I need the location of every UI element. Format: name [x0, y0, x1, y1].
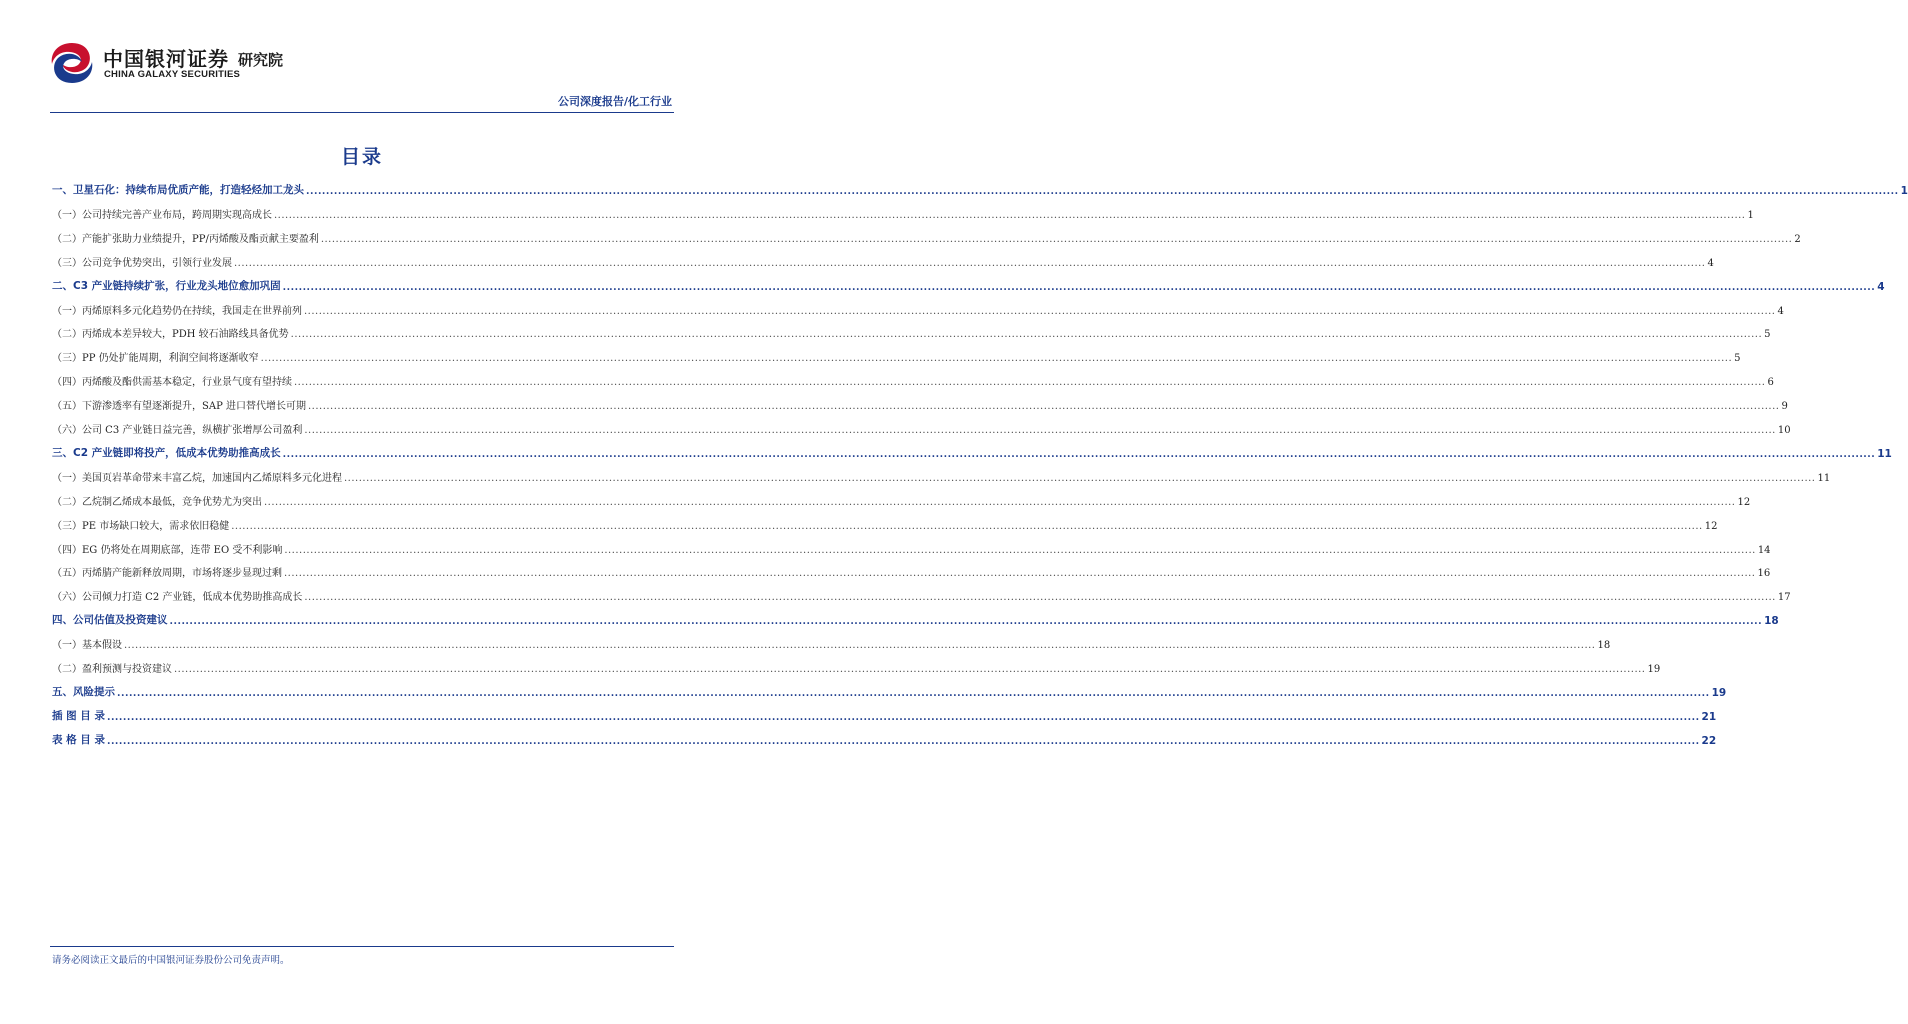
- toc-subsection-entry[interactable]: [52, 468, 1831, 484]
- toc-subsection-entry[interactable]: [52, 563, 1771, 580]
- toc-entry-title: （二）产能扩张助力业绩提升，PP/丙烯酸及酯贡献主要盈利: [52, 233, 319, 245]
- header-divider: [50, 112, 674, 113]
- toc-entry-title: （四）EG 仍将处在周期底部，连带 EO 受不利影响: [52, 544, 283, 556]
- company-logo: [48, 40, 308, 86]
- toc-subsection-entry[interactable]: [52, 540, 1771, 556]
- footer-divider: [50, 946, 674, 947]
- toc-subsection-entry[interactable]: [52, 324, 1771, 341]
- toc-entry-page: 19: [1711, 686, 1727, 699]
- toc-subsection-entry[interactable]: [52, 659, 1661, 675]
- toc-entry-title: 四、公司估值及投资建议: [52, 614, 168, 627]
- toc-entry-page: 14: [1757, 544, 1771, 556]
- toc-entry-title: 表 格 目 录: [52, 733, 105, 746]
- toc-entry-title: （六）公司倾力打造 C2 产业链，低成本优势助推高成长: [52, 592, 303, 604]
- toc-entry-page: 21: [1701, 710, 1717, 723]
- toc-entry-title: （六）公司 C3 产业链日益完善，纵横扩张增厚公司盈利: [52, 425, 303, 436]
- logo-english-name: CHINA GALAXY SECURITIES: [104, 69, 241, 80]
- toc-dot-leader: ................................................................................................................................................................................................................................................................................................................................................................................................................: [117, 687, 1710, 699]
- toc-dot-leader: ................................................................................................................................................................................................................................................................................................................................................................................................................: [231, 520, 1703, 532]
- toc-entry-title: 二、C3 产业链持续扩张，行业龙头地位愈加巩固: [52, 279, 281, 292]
- toc-entry-title: （五）下游渗透率有望逐渐提升，SAP 进口替代增长可期: [52, 401, 306, 413]
- toc-dot-leader: ................................................................................................................................................................................................................................................................................................................................................................................................................: [260, 353, 1733, 365]
- toc-entry-page: 22: [1701, 734, 1717, 747]
- toc-subsection-entry[interactable]: [52, 396, 1788, 413]
- toc-entry-title: （一）基本假设: [52, 640, 122, 652]
- toc-dot-leader: ................................................................................................................................................................................................................................................................................................................................................................................................................: [264, 496, 1736, 508]
- toc-dot-leader: ................................................................................................................................................................................................................................................................................................................................................................................................................: [284, 568, 1756, 580]
- toc-entry-title: （三）公司竞争优势突出，引领行业发展: [52, 257, 232, 269]
- toc-entry-page: 19: [1647, 664, 1661, 675]
- toc-entry-page: 5: [1764, 329, 1771, 341]
- toc-dot-leader: ................................................................................................................................................................................................................................................................................................................................................................................................................: [174, 664, 1646, 675]
- toc-entry-page: 11: [1877, 447, 1892, 460]
- disclaimer-text: 请务必阅读正文最后的中国银河证券股份公司免责声明。: [52, 955, 290, 966]
- toc-entry-page: 4: [1777, 305, 1784, 317]
- toc-subsection-entry[interactable]: [52, 229, 1801, 245]
- toc-dot-leader: ................................................................................................................................................................................................................................................................................................................................................................................................................: [106, 711, 1700, 723]
- toc-dot-leader: ................................................................................................................................................................................................................................................................................................................................................................................................................: [234, 257, 1706, 269]
- toc-entry-page: 4: [1707, 257, 1714, 269]
- toc-entry-page: 18: [1764, 615, 1779, 628]
- toc-subsection-entry[interactable]: [52, 635, 1611, 652]
- toc-entry-title: （三）PE 市场缺口较大，需求依旧稳健: [52, 520, 230, 532]
- toc-dot-leader: ................................................................................................................................................................................................................................................................................................................................................................................................................: [124, 640, 1596, 652]
- toc-entry-title: 三、C2 产业链即将投产，低成本优势助推高成长: [52, 446, 281, 459]
- toc-dot-leader: ................................................................................................................................................................................................................................................................................................................................................................................................................: [320, 233, 1793, 245]
- toc-section-entry[interactable]: [52, 683, 1727, 699]
- toc-subsection-entry[interactable]: [52, 348, 1741, 365]
- toc-entry-page: 12: [1704, 520, 1718, 532]
- toc-subsection-entry[interactable]: [52, 372, 1774, 389]
- toc-dot-leader: ................................................................................................................................................................................................................................................................................................................................................................................................................: [274, 209, 1746, 221]
- toc-entry-title: （二）乙烷制乙烯成本最低，竞争优势尤为突出: [52, 496, 262, 508]
- logo-chinese-name: 中国银河证券: [103, 47, 229, 71]
- institute-label: 研究院: [238, 51, 284, 69]
- toc-section-entry[interactable]: [52, 181, 1908, 197]
- toc-entry-page: 18: [1597, 640, 1611, 652]
- toc-dot-leader: ................................................................................................................................................................................................................................................................................................................................................................................................................: [307, 401, 1780, 413]
- toc-subsection-entry[interactable]: [52, 516, 1718, 532]
- toc-dot-leader: ................................................................................................................................................................................................................................................................................................................................................................................................................: [304, 305, 1776, 317]
- toc-entry-page: 4: [1877, 280, 1885, 293]
- toc-section-entry[interactable]: [52, 277, 1885, 293]
- toc-entry-title: （二）盈利预测与投资建议: [52, 664, 172, 675]
- toc-entry-page: 5: [1734, 353, 1741, 365]
- toc-dot-leader: ................................................................................................................................................................................................................................................................................................................................................................................................................: [304, 592, 1776, 604]
- toc-entry-title: （四）丙烯酸及酯供需基本稳定，行业景气度有望持续: [52, 377, 292, 389]
- toc-section-entry[interactable]: [52, 707, 1717, 723]
- toc-entry-title: 插 图 目 录: [52, 709, 105, 722]
- toc-entry-title: （三）PP 仍处扩能周期，利润空间将逐渐收窄: [52, 353, 259, 365]
- toc-entry-page: 11: [1817, 472, 1831, 484]
- toc-entry-title: （一）丙烯原料多元化趋势仍在持续，我国走在世界前列: [52, 305, 302, 317]
- toc-dot-leader: ................................................................................................................................................................................................................................................................................................................................................................................................................: [294, 377, 1766, 389]
- toc-entry-page: 1: [1900, 185, 1908, 197]
- toc-dot-leader: ................................................................................................................................................................................................................................................................................................................................................................................................................: [344, 472, 1816, 484]
- galaxy-swirl-logo-icon: [48, 40, 96, 86]
- toc-entry-page: 10: [1777, 425, 1791, 436]
- toc-entry-page: 9: [1781, 401, 1788, 413]
- toc-entry-page: 16: [1757, 568, 1771, 580]
- toc-entry-page: 2: [1794, 233, 1801, 245]
- toc-entry-page: 1: [1747, 209, 1754, 221]
- toc-dot-leader: ................................................................................................................................................................................................................................................................................................................................................................................................................: [169, 616, 1763, 628]
- toc-entry-page: 12: [1737, 496, 1751, 508]
- toc-entry-page: 6: [1767, 377, 1774, 389]
- toc-section-entry[interactable]: [52, 611, 1779, 628]
- toc-section-entry[interactable]: [52, 731, 1717, 747]
- toc-entry-title: （五）丙烯腈产能新释放周期，市场将逐步显现过剩: [52, 568, 282, 580]
- toc-subsection-entry[interactable]: [52, 205, 1754, 221]
- toc-dot-leader: ................................................................................................................................................................................................................................................................................................................................................................................................................: [284, 544, 1756, 556]
- toc-dot-leader: ................................................................................................................................................................................................................................................................................................................................................................................................................: [304, 425, 1776, 436]
- toc-subsection-entry[interactable]: [52, 587, 1791, 604]
- toc-section-entry[interactable]: [52, 444, 1892, 460]
- toc-dot-leader: ................................................................................................................................................................................................................................................................................................................................................................................................................: [106, 735, 1700, 747]
- toc-dot-leader: ................................................................................................................................................................................................................................................................................................................................................................................................................: [290, 329, 1763, 341]
- toc-entry-page: 17: [1777, 592, 1791, 604]
- toc-subsection-entry[interactable]: [52, 420, 1791, 436]
- toc-subsection-entry[interactable]: [52, 301, 1784, 317]
- toc-entry-title: （一）美国页岩革命带来丰富乙烷，加速国内乙烯原料多元化进程: [52, 472, 342, 484]
- toc-dot-leader: ................................................................................................................................................................................................................................................................................................................................................................................................................: [282, 281, 1876, 293]
- toc-entry-title: （二）丙烯成本差异较大，PDH 较石油路线具备优势: [52, 329, 289, 341]
- toc-dot-leader: ................................................................................................................................................................................................................................................................................................................................................................................................................: [306, 186, 1899, 197]
- toc-subsection-entry[interactable]: [52, 492, 1751, 508]
- toc-subsection-entry[interactable]: [52, 253, 1714, 269]
- toc-entry-title: 一、卫星石化：持续布局优质产能，打造轻烃加工龙头: [52, 184, 304, 196]
- toc-dot-leader: ................................................................................................................................................................................................................................................................................................................................................................................................................: [282, 448, 1876, 460]
- report-type-label: 公司深度报告/化工行业: [557, 95, 672, 108]
- toc-entry-title: （一）公司持续完善产业布局，跨周期实现高成长: [52, 209, 272, 221]
- toc-title: 目录: [340, 146, 383, 168]
- toc-entry-title: 五、风险提示: [52, 685, 115, 698]
